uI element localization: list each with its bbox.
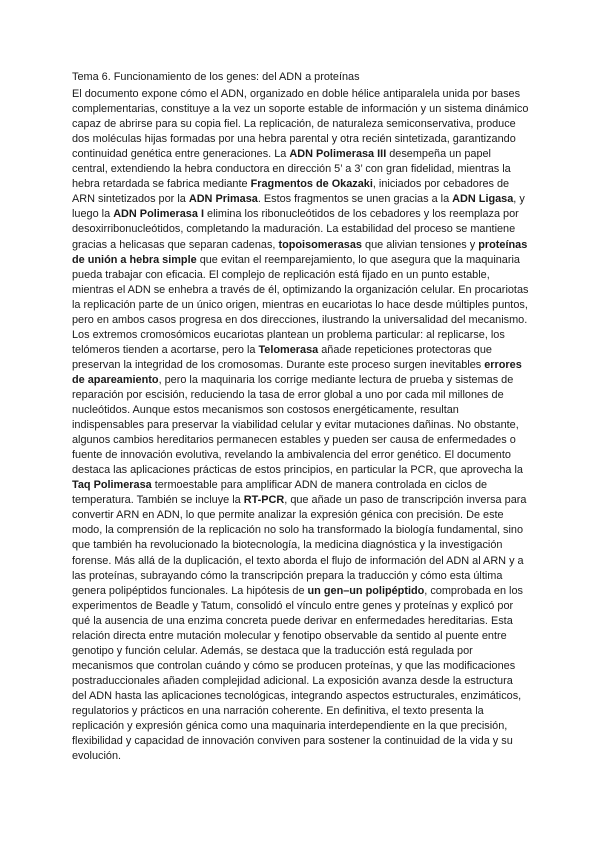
body-text-run: que evitan el reemparejamiento, lo que asegura que la maquinaria pueda trabajar con eficacia. El complejo de replicación está fijado en un punto estable, mientras el ADN se enhebra a través de él, optimizando la organización celular. En procariotas la replicación parte de un único origen, mientras en eucariotas lo hace desde múltiples puntos, pero en ambos casos progresa en dos direcciones, ilustrando la universalidad del mecanismo. Los extremos cromosómicos eucariotas plantean un problema particular: al replicarse, los telómeros tienden a acortarse, pero la (72, 253, 529, 356)
body-text-run: . Estos fragmentos se unen gracias a la (257, 193, 453, 206)
document-title: Tema 6. Funcionamiento de los genes: del ADN a proteínas (72, 71, 360, 83)
key-term: topoisomerasas (278, 238, 362, 251)
body-text-run: , iniciados por cebadores de ARN sintetizados por la (72, 178, 510, 206)
body-text-run: añade repeticiones protectoras que preservan la integridad de los cromosomas. Durante este proceso surgen inevitables (72, 343, 492, 371)
key-term: RT-PCR (243, 494, 285, 507)
key-term: proteínas de unión a hebra simple (72, 238, 528, 266)
key-term: Telomerasa (258, 343, 319, 356)
key-term: Fragmentos de Okazaki (250, 178, 373, 191)
key-term: ADN Polimerasa III (289, 148, 387, 161)
key-term: un gen–un polipéptido (307, 584, 425, 597)
body-text-run: El documento expone cómo el ADN, organizado en doble hélice antiparalela unida por bases complementarias, constituye a la vez un soporte estable de información y un sistema dinámico capaz de abrirse para su copia fiel. La replicación, de naturaleza semiconservativa, produce dos moléculas hijas formadas por una hebra parental y otra recién sintetizada, garantizando continuidad genética entre generaciones. La (72, 88, 529, 161)
key-term: ADN Primasa (188, 193, 258, 206)
document-body (72, 87, 529, 764)
body-text-run: elimina los ribonucleótidos de los cebadores y los reemplaza por desoxirribonucleótidos, completando la maduración. La estabilidad del proceso se mantiene gracias a helicasas que separan cadenas, (72, 208, 519, 251)
key-term: errores de apareamiento (72, 358, 522, 386)
body-text-run: , y luego la (72, 193, 525, 221)
key-term: ADN Polimerasa I (113, 208, 204, 221)
key-term: Taq Polimerasa (72, 479, 152, 492)
body-text-run: , que añade un paso de transcripción inversa para convertir ARN en ADN, lo que permite analizar la expresión génica con precisión. De este modo, la comprensión de la replicación no solo ha transformado la biología fundamental, sino que también ha revolucionado la biotecnología, la medicina diagnóstica y la investigación forense. Más allá de la duplicación, el texto aborda el flujo de información del ADN al ARN y a las proteínas, subrayando cómo la transcripción prepara la traducción y cómo esta última genera polipéptidos funcionales. La hipótesis de (72, 494, 527, 597)
body-text-run: que alivian tensiones y (361, 238, 479, 251)
body-text-run: termoestable para amplificar ADN de manera controlada en ciclos de temperatura. También se incluye la (72, 479, 488, 507)
body-text-run: , comprobada en los experimentos de Beadle y Tatum, consolidó el vínculo entre genes y proteínas y explicó por qué la ausencia de una enzima concreta puede derivar en enfermedades hereditarias. Esta relación directa entre mutación molecular y fenotipo observable da sentido al puente entre genotipo y función celular. Además, se destaca que la traducción está regulada por mecanismos que controlan cuándo y cómo se producen proteínas, y que las modificaciones postraduccionales añaden complejidad adicional. La exposición avanza desde la estructura del ADN hasta las aplicaciones tecnológicas, integrando aspectos estructurales, enzimáticos, regulatorios y prácticos en una narración coherente. En definitiva, el texto presenta la replicación y expresión génica como una maquinaria interdependiente en la que precisión, flexibilidad y capacidad de innovación conviven para sostener la continuidad de la vida y su evolución. (72, 584, 523, 763)
body-text-run: desempeña un papel central, extendiendo la hebra conductora en dirección 5’ a 3’ con gran fidelidad, mientras la hebra retardada se fabrica mediante (72, 148, 511, 191)
document-content (72, 70, 529, 764)
key-term: ADN Ligasa (452, 193, 514, 206)
body-text-run: , pero la maquinaria los corrige mediante lectura de prueba y sistemas de reparación por escisión, reduciendo la tasa de error global a uno por cada mil millones de nucleótidos. Aunque estos mecanismos son costosos energéticamente, resultan indispensables para preservar la viabilidad celular y evitar mutaciones dañinas. No obstante, algunos cambios hereditarios permanecen estables y pueden ser causa de enfermedades o fuente de innovación evolutiva, revelando la ambivalencia del error genético. El documento destaca las aplicaciones prácticas de estos principios, en particular la PCR, que aprovecha la (72, 373, 523, 477)
